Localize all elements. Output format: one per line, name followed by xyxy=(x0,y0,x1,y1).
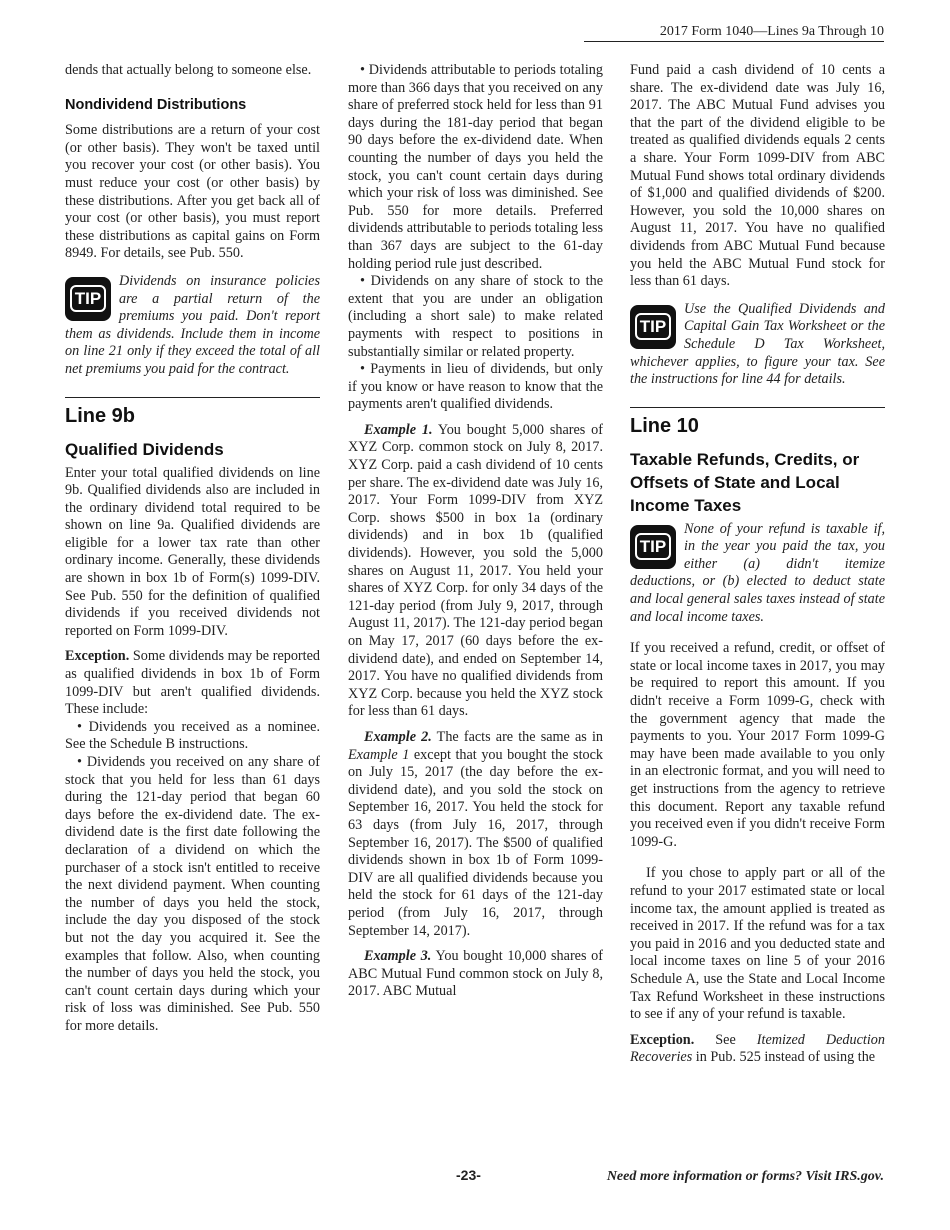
tip-icon: TIP xyxy=(65,277,111,321)
column-1 xyxy=(65,62,320,1036)
column-2 xyxy=(348,62,603,1001)
tip-insurance xyxy=(65,273,320,379)
tip-refund xyxy=(630,521,885,627)
tip-text: Dividends on insurance policies are a partial return of the premiums you paid. Don't report them as dividends. Include them in income on line 21 only if they exceed the total of all net premiums you paid for the contract. xyxy=(65,272,320,377)
bullet-nominee: • Dividends you received as a nominee. See the Schedule B instructions. xyxy=(65,718,320,753)
line-9b-title: Line 9b xyxy=(65,404,136,427)
line-9b-section xyxy=(65,397,320,461)
qualified-dividends-title: Qualified Dividends xyxy=(65,439,224,459)
bullet-preferred: • Dividends attributable to periods totaling more than 366 days that you received on any share of preferred stock held for less than 91 days during the 181-day period that began 90 days before the ex-dividend date. When counting the number of days you held the stock, you can't count certain days during which your risk of loss was diminished. See Pub. 550 for more details. Preferred dividends attributable to periods totaling less than 367 days are subject to the 61-day holding period rule just described. xyxy=(348,62,603,272)
tip-text: Use the Qualified Dividends and Capital Gain Tax Worksheet or the Schedule D Tax Worksheet, whichever applies, to figure your tax. See the instructions for line 44 for details. xyxy=(630,300,885,388)
tip-icon: TIP xyxy=(630,525,676,569)
page-number: -23- xyxy=(456,1167,481,1183)
qualified-dividends-text: Enter your total qualified dividends on line 9b. Qualified dividends also are included in the ordinary dividend total required to be shown on line 9a. Qualified dividends are eligible for a lower tax rate than other ordinary income. Generally, these dividends are shown in box 1b of Form(s) 1099-DIV. See Pub. 550 for the definition of qualified dividends if you received dividends not reported on Form 1099-DIV. xyxy=(65,464,320,639)
line-10-section xyxy=(630,407,885,517)
example-3: Example 3. You bought 10,000 shares of ABC Mutual Fund common stock on July 8, 2017. ABC Mutual xyxy=(348,948,603,1000)
example-2: Example 2. The facts are the same as in Example 1 except that you bought the stock on July 15, 2017 (the day before the ex-dividend date), and you sold the stock on September 16, 2017. You held the stock for 63 days (from July 16, 2017, through September 16, 2017). The $500 of qualified dividends shown in box 1b of Form 1099-DIV are all qualified dividends because you held the stock for 61 days of the 121-day period (from July 16, 2017, through September 14, 2017). xyxy=(348,728,603,939)
line-10-title: Line 10 xyxy=(630,414,699,437)
nondividend-text: Some distributions are a return of your cost (or other basis). They won't be taxed until you recover your cost (or other basis). You must reduce your cost (or other basis) by these distributions. After you get back all of your cost (or other basis), you must report these distributions as capital gains on Form 8949. For details, see Pub. 550. xyxy=(65,122,320,262)
apply-paragraph: If you chose to apply part or all of the refund to your 2017 estimated state or local income tax, the amount applied is treated as received in 2017. If the refund was for a tax you paid in 2016 and you deducted state and local income taxes on line 5 of your 2016 Schedule A, use the State and Local Income Tax Refund Worksheet in these instructions to see if any of your refund is taxable. xyxy=(630,865,885,1023)
tip-icon: TIP xyxy=(630,305,676,349)
bullet-obligation: • Dividends on any share of stock to the extent that you are under an obligation (including a short sale) to make related payments with respect to positions in substantially similar or related property. xyxy=(348,273,603,360)
tip-text: None of your refund is taxable if, in the year you paid the tax, you either (a) didn't itemize deductions, or (b) elected to deduct state and local general sales taxes instead of state and local income taxes. xyxy=(630,520,885,625)
exception-paragraph: Exception. Some dividends may be reported as qualified dividends in box 1b of Form 1099-DIV but aren't qualified dividends. These include: xyxy=(65,648,320,718)
continued-paragraph: dends that actually belong to someone else. xyxy=(65,62,312,78)
running-head: 2017 Form 1040—Lines 9a Through 10 xyxy=(584,24,884,42)
refund-paragraph: If you received a refund, credit, or offset of state or local income taxes in 2017, you may be required to report this amount. If you didn't receive a Form 1099-G, check with the government agency that made the payments to you. Your 2017 Form 1099-G may have been made available to you only in an electronic format, and you will need to get instructions from the agency to retrieve this document. Report any taxable refund you received even if you didn't receive Form 1099-G. xyxy=(630,640,885,850)
tip-worksheet xyxy=(630,301,885,389)
bullet-61-days: • Dividends you received on any share of stock that you held for less than 61 days during the 121-day period that began 60 days before the ex-dividend date. The ex-dividend date is the first date following the declaration of a dividend on which the purchaser of a stock isn't entitled to receive the next dividend payment. When counting the number of days you held the stock, include the day you disposed of the stock but not the day you acquired it. See the examples that follow. Also, when counting the number of days you held the stock, you can't count certain days during which your risk of loss was diminished. See Pub. 550 for more details. xyxy=(65,754,320,1034)
bullet-in-lieu: • Payments in lieu of dividends, but only if you know or have reason to know that the payments aren't qualified dividends. xyxy=(348,361,603,413)
column-3 xyxy=(630,62,885,1067)
taxable-refunds-title: Taxable Refunds, Credits, or Offsets of State and Local Income Taxes xyxy=(630,449,860,515)
footer-note: Need more information or forms? Visit IRS.gov. xyxy=(606,1169,884,1184)
example-3-continued: Fund paid a cash dividend of 10 cents a share. The ex-dividend date was July 16, 2017. The ABC Mutual Fund advises you that the part of the dividend eligible to be treated as qualified dividends equals 2 cents a share. Your Form 1099-DIV from ABC Mutual Fund shows total ordinary dividends of $1,000 and qualified dividends of $200. However, you sold the 10,000 shares on August 11, 2017. You have no qualified dividends from ABC Mutual Fund because you held the ABC Mutual Fund stock for less than 61 days. xyxy=(630,62,885,290)
nondividend-heading: Nondividend Distributions xyxy=(65,96,247,113)
example-1: Example 1. You bought 5,000 shares of XYZ Corp. common stock on July 8, 2017. XYZ Corp. paid a cash dividend of 10 cents per share. The ex-dividend date was July 16, 2017. Your Form 1099-DIV from XYZ Corp. shows $500 in box 1a (ordinary dividends) and in box 1b (qualified dividends). However, you sold the 5,000 shares on August 11, 2017. You held your shares of XYZ Corp. for only 34 days of the 121-day period (from July 9, 2017, through August 11, 2017). The 121-day period began on May 17, 2017 (60 days before the ex-dividend date), and ended on September 14, 2017. You have no qualified dividends from XYZ Corp. because you held the XYZ stock for less than 61 days. xyxy=(348,421,603,720)
exception-paragraph: Exception. See Itemized Deduction Recoveries in Pub. 525 instead of using the xyxy=(630,1031,885,1066)
